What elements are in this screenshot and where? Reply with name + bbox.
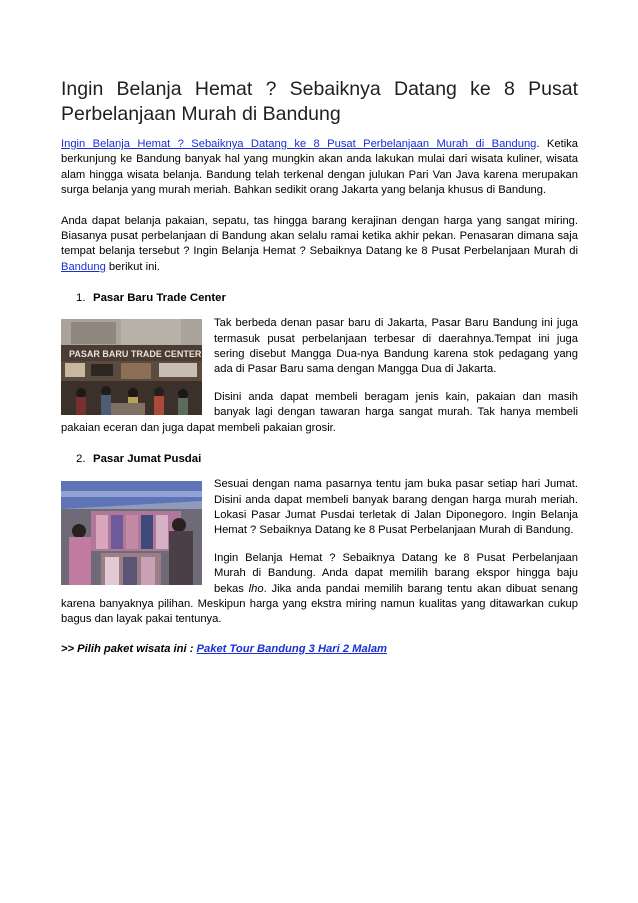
callout-prefix: >> Pilih paket wisata ini : (61, 642, 197, 655)
sign-text: PASAR BARU TRADE CENTER (69, 349, 202, 360)
italic-word: lho (248, 582, 264, 595)
list-heading-text: Pasar Baru Trade Center (93, 292, 226, 305)
second-paragraph-end: berikut ini. (105, 260, 160, 273)
second-paragraph (61, 214, 578, 276)
list-heading-pasar-baru (76, 291, 578, 306)
list-number: 2. (76, 453, 86, 466)
tour-package-link[interactable]: Paket Tour Bandung 3 Hari 2 Malam (196, 642, 387, 655)
list-heading-text: Pasar Jumat Pusdai (93, 453, 202, 466)
list-number: 1. (76, 292, 86, 305)
pasar-baru-description: Tak berbeda denan pasar baru di Jakarta, Pasar Baru Bandung ini juga termasuk pusat perbelanjaan terbesar di daerahnya.Tempat ini juga sering disebut Mangga Dua-nya Bandung karena stok pedagang yang ada di Pasar Baru sama dengan Mangga Dua di Jakarta. (214, 317, 578, 376)
pasar-baru-details: Disini anda dapat membeli beragam jenis kain, pakaian dan masih banyak lagi dengan tawaran harga sangat murah. Tak hanya membeli pakaian eceran dan juga dapat membeli pakaian grosir. (61, 390, 578, 434)
article-title: Ingin Belanja Hemat ? Sebaiknya Datang ke 8 Pusat Perbelanjaan Murah di Bandung (61, 78, 578, 125)
tour-package-callout (61, 642, 578, 657)
pasar-jumat-description: Sesuai dengan nama pasarnya tentu jam buka pasar setiap hari Jumat. Disini anda dapat membeli banyak barang dengan harga murah meriah. Lokasi Pasar Jumat Pusdai terletak di Jalan Diponegoro. Ingin Belanja Hemat ? Sebaiknya Datang ke 8 Pusat Perbelanjaan Murah di Bandung. (214, 478, 578, 537)
pasar-jumat-details-text: Ingin Belanja Hemat ? Sebaiknya Datang ke 8 Pusat Perbelanjaan Murah di Bandung. Anda dapat memilih barang ekspor hingga baju bekas (214, 551, 578, 595)
title-link[interactable]: Ingin Belanja Hemat ? Sebaiknya Datang ke 8 Pusat Perbelanjaan Murah di Bandung (61, 138, 537, 150)
bandung-link[interactable]: Bandung (61, 260, 106, 273)
second-paragraph-text: Anda dapat belanja pakaian, sepatu, tas hingga barang kerajinan dengan harga yang sangat miring. Biasanya pusat perbelanjaan di Bandung akan selalu ramai ketika akhir pekan. Penasaran dimana saja tempat belanja tersebut ? Ingin Belanja Hemat ? Sebaiknya Datang ke 8 Pusat Perbelanjaan Murah di (61, 214, 578, 258)
pasar-baru-photo (61, 319, 202, 415)
pasar-jumat-details-end: . Jika anda pandai memilih barang tentu akan dibuat senang karena banyaknya pilihan. Meskipun harga yang ekstra miring namun kualitas yang ditawarkan cukup bagus dan layak pakai tentunya. (61, 582, 578, 626)
list-heading-pasar-jumat (76, 452, 578, 467)
intro-paragraph (61, 137, 578, 199)
intro-text: . Ketika berkunjung ke Bandung banyak hal yang mungkin akan anda lakukan mulai dari wisata kuliner, wisata alam hingga wisata belanja. Bandung telah terkenal dengan julukan Pari Van Java karena merupakan surga belanja yang murah meriah. Bahkan sedikit orang Jakarta yang belanja khusus di Bandung. (61, 138, 579, 197)
pasar-jumat-photo (61, 481, 202, 585)
